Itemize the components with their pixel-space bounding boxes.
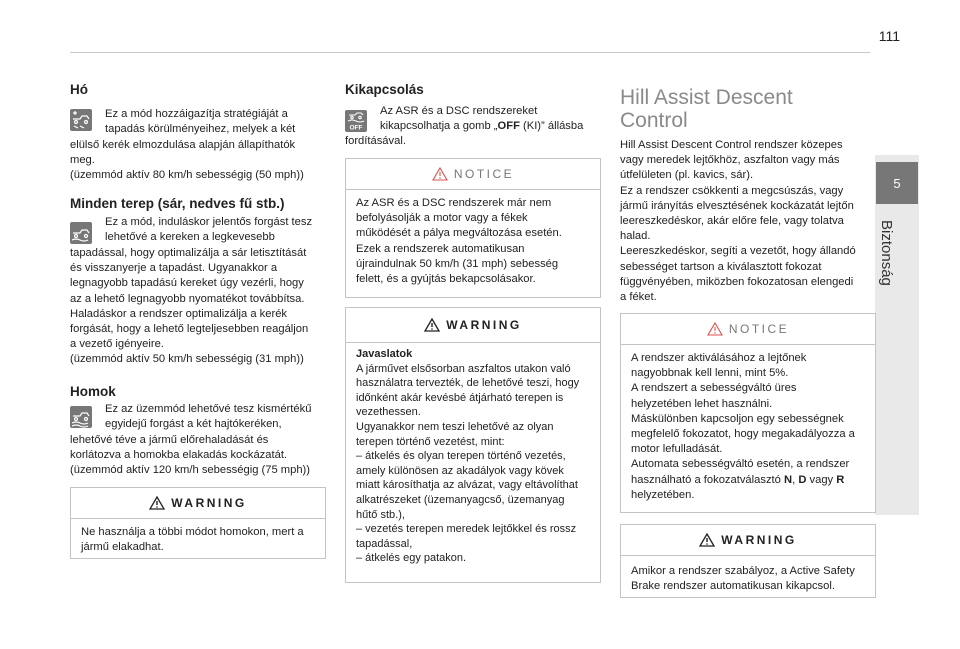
notice-header	[621, 314, 875, 345]
terep-line-5: legnagyobb tapadású kereket úgy vezérli, hogy	[70, 277, 304, 290]
terep-line-9: a vezető igényeire.	[70, 338, 164, 351]
terep-line-10: (üzemmód aktív 50 km/h sebességig (31 mph))	[70, 353, 304, 366]
warning-header	[71, 488, 325, 519]
warning-triangle-icon	[424, 318, 440, 332]
warning-line: tapadással,	[356, 537, 413, 550]
kikapcsolas-line-2-a: kikapcsolhatja a gomb „	[380, 120, 498, 133]
warning-line: hűtő stb.),	[356, 508, 405, 521]
kikapcsolas-heading-wrap	[345, 82, 605, 97]
warning-line: időnként akár kevésbé átjárható terepen is	[356, 391, 564, 404]
warning-box-javaslatok	[345, 307, 601, 583]
notice-box-kikapcsolas	[345, 158, 601, 298]
section-title-hadc-1: Hill Assist Descent	[620, 86, 793, 109]
warning-subheading: Javaslatok	[356, 348, 413, 360]
sand-mode-icon	[70, 406, 92, 428]
ho-line-1: Ez a mód hozzáigazítja stratégiáját a	[105, 108, 288, 120]
notice-line: nagyobbnak kell lenni, mint 5%.	[631, 367, 789, 380]
notice-line: A rendszert a sebességváltó üres	[631, 382, 797, 395]
warning-line: A járművet elsősorban aszfaltos utakon való	[356, 362, 571, 375]
homok-line-5: (üzemmód aktív 120 km/h sebességig (75 mph))	[70, 464, 311, 477]
warning-label: WARNING	[721, 533, 797, 547]
section-title-hadc-2: Control	[620, 109, 688, 132]
notice-line: A rendszer aktiválásához a lejtőnek	[631, 352, 807, 364]
terep-line-8: forgását, hogy a lehető legteljesebben reagáljon	[70, 323, 309, 336]
gear-r-label: R	[836, 473, 845, 486]
notice-line-gears	[631, 473, 865, 488]
warning-line: terepen történő vezetést, mint:	[356, 435, 505, 448]
notice-line: helyzetében lehet használni.	[631, 397, 773, 410]
notice-line: Ezek a rendszerek automatikusan	[356, 242, 525, 255]
warning-line: vezethessen.	[356, 406, 421, 419]
hadc-line: függvényében, miközben fokozatosan elengedi	[620, 275, 854, 288]
warning-triangle-icon	[149, 496, 165, 510]
warning-line: – átkelés egy patakon.	[356, 552, 467, 565]
warning-label: WARNING	[171, 496, 247, 510]
chapter-sidebar	[875, 155, 919, 515]
hadc-line: Leereszkedéskor, segíti a vezetőt, hogy állandó	[620, 245, 856, 258]
ho-body	[70, 138, 332, 184]
kikapcsolas-line-3: fordításával.	[345, 135, 406, 147]
notice-line: Máskülönben kapcsoljon egy sebességnek	[631, 412, 844, 425]
hadc-heading-wrap	[620, 86, 870, 132]
hadc-line: Ez a rendszer csökkenti a megcsúszás, vagy	[620, 184, 844, 197]
warning-triangle-icon	[699, 533, 715, 547]
header-rule	[70, 52, 870, 53]
notice-line: felett, és a gyújtás bekapcsolásakor.	[356, 273, 536, 286]
homok-line-3: lehetővé téve a jármű előrehaladását és	[70, 434, 269, 446]
notice-triangle-icon	[432, 167, 448, 181]
warning-line: alkatrészeket (üzemanyagcső, üzemanyag	[356, 493, 565, 506]
warning-line-1: Amikor a rendszer szabályoz, a Active Safety	[631, 565, 855, 577]
warning-line: Ugyanakkor nem teszi lehetővé az olyan	[356, 420, 554, 433]
hadc-line: vagy meredek lejtőkhöz, aszfalton vagy más	[620, 154, 840, 167]
warning-box-hadc	[620, 524, 876, 598]
notice-line: Automata sebességváltó esetén, a rendszer	[631, 458, 850, 471]
section-title-terep: Minden terep (sár, nedves fű stb.)	[70, 196, 285, 211]
hadc-line: leereszkedéskor, akár előre fele, vagy tolatva	[620, 215, 844, 228]
ho-line-5: (üzemmód aktív 80 km/h sebességig (50 mph))	[70, 169, 304, 182]
warning-line: amely különösen az akadályok vagy kövek	[356, 464, 564, 477]
gear-d-label: D	[798, 473, 807, 486]
section-title-ho: Hó	[70, 82, 88, 97]
notice-gears-text: használható a fokozatválasztó	[631, 473, 784, 486]
notice-sep: vagy	[806, 473, 837, 486]
notice-label: NOTICE	[453, 167, 515, 181]
hadc-body	[620, 138, 870, 305]
ho-line-2: tapadás körülményeihez, melyek a két	[105, 123, 296, 136]
notice-line: motor lefulladását.	[631, 443, 723, 456]
notice-triangle-icon	[707, 322, 723, 336]
ho-line-4: meg.	[70, 154, 95, 167]
notice-line: megfelelő fokozatot, hogy megakadályozza a	[631, 428, 855, 441]
warning-header	[621, 525, 875, 556]
warning-line: – átkelés és olyan terepen történő vezetés,	[356, 450, 566, 463]
terep-line-7: Haladáskor a rendszer optimalizálja a kerék	[70, 307, 288, 320]
mud-terrain-icon	[70, 222, 92, 244]
hadc-line: jármű irányítás elvesztésének kockázatát lejtőn	[620, 199, 854, 212]
warning-header	[346, 308, 600, 343]
section-title-kikapcsolas: Kikapcsolás	[345, 82, 424, 97]
section-title-homok: Homok	[70, 384, 116, 399]
hadc-line: halad.	[620, 230, 651, 243]
homok-line-4: korlátozva a homokba elakadás kockázatát.	[70, 449, 288, 462]
warning-line-1: Ne használja a többi módot homokon, mert a	[81, 526, 304, 538]
kikapcsolas-line-1: Az ASR és a DSC rendszereket	[380, 105, 538, 117]
notice-line: helyzetében.	[631, 488, 695, 501]
page-number: 111	[878, 28, 900, 44]
kikapcsolas-line-2	[380, 119, 605, 134]
terep-intro	[105, 215, 335, 245]
notice-line: Az ASR és a DSC rendszerek már nem	[356, 197, 552, 209]
homok-body	[70, 433, 332, 479]
homok-line-2: egyidejű forgást a két hajtókeréken,	[105, 418, 282, 431]
warning-line: – vezetés terepen meredek lejtőkkel és rossz	[356, 523, 577, 536]
off-label: OFF	[497, 120, 520, 133]
notice-header	[346, 159, 600, 190]
hadc-line: a féket.	[620, 291, 657, 304]
svg-text:OFF: OFF	[349, 124, 363, 132]
chapter-number: 5	[876, 162, 918, 204]
terep-line-4: és visszanyerje a tapadást. Ugyanakkor a	[70, 262, 278, 275]
warning-label: WARNING	[446, 318, 522, 332]
hadc-line: útfelületen (pl. kavics, sár).	[620, 169, 754, 182]
gear-n-label: N	[784, 473, 793, 486]
hadc-line: sebességet tartson a kiválasztott fokozat	[620, 260, 822, 273]
terep-line-3: tapadással, hogy optimalizálja a sár letisztítását	[70, 247, 307, 259]
notice-label: NOTICE	[728, 322, 790, 336]
warning-line-2: Brake rendszer automatikusan kikapcsol.	[631, 580, 835, 593]
terep-line-1: Ez a mód, induláskor jelentős forgást tesz	[105, 216, 313, 228]
notice-line: működését a pálya megváltozása esetén.	[356, 227, 562, 240]
terep-heading-wrap	[70, 196, 332, 211]
chapter-title-text: Biztonság	[878, 220, 895, 286]
warning-line-2: jármű elakadhat.	[81, 541, 164, 554]
homok-heading-wrap	[70, 384, 332, 399]
hadc-line: Hill Assist Descent Control rendszer közepes	[620, 139, 843, 151]
kikapcsolas-intro	[380, 104, 605, 134]
terep-line-6: az a lehető legnagyobb nyomatékot továbbítsa.	[70, 292, 305, 305]
notice-line: befolyásolják a motor vagy a fékek	[356, 212, 528, 225]
warning-line: használatra tervezték, de lehetővé teszi, hogy	[356, 377, 580, 390]
homok-intro	[105, 402, 335, 432]
snow-mode-icon	[70, 109, 92, 131]
ho-line-3: elülső kerék elmozdulása alapján állapíthatók	[70, 139, 296, 151]
chapter-title	[878, 220, 916, 310]
notice-line: újraindulnak 50 km/h (31 mph) sebesség	[356, 257, 559, 270]
terep-body	[70, 246, 332, 368]
notice-box-hadc	[620, 313, 876, 513]
warning-box-homok	[70, 487, 326, 559]
kikapcsolas-line-2-c: (KI)” állásba	[519, 120, 584, 133]
ho-intro	[105, 107, 335, 137]
homok-line-1: Ez az üzemmód lehetővé tesz kismértékű	[105, 403, 312, 415]
traction-off-icon	[345, 110, 367, 132]
column-1	[70, 82, 330, 97]
kikapcsolas-body	[345, 134, 605, 149]
warning-line: miatt károsíthatja az alvázat, vagy eltávolíthat	[356, 479, 578, 492]
terep-line-2: lehetővé a kereken a legkevesebb	[105, 231, 275, 244]
notice-sep: ,	[792, 473, 799, 486]
